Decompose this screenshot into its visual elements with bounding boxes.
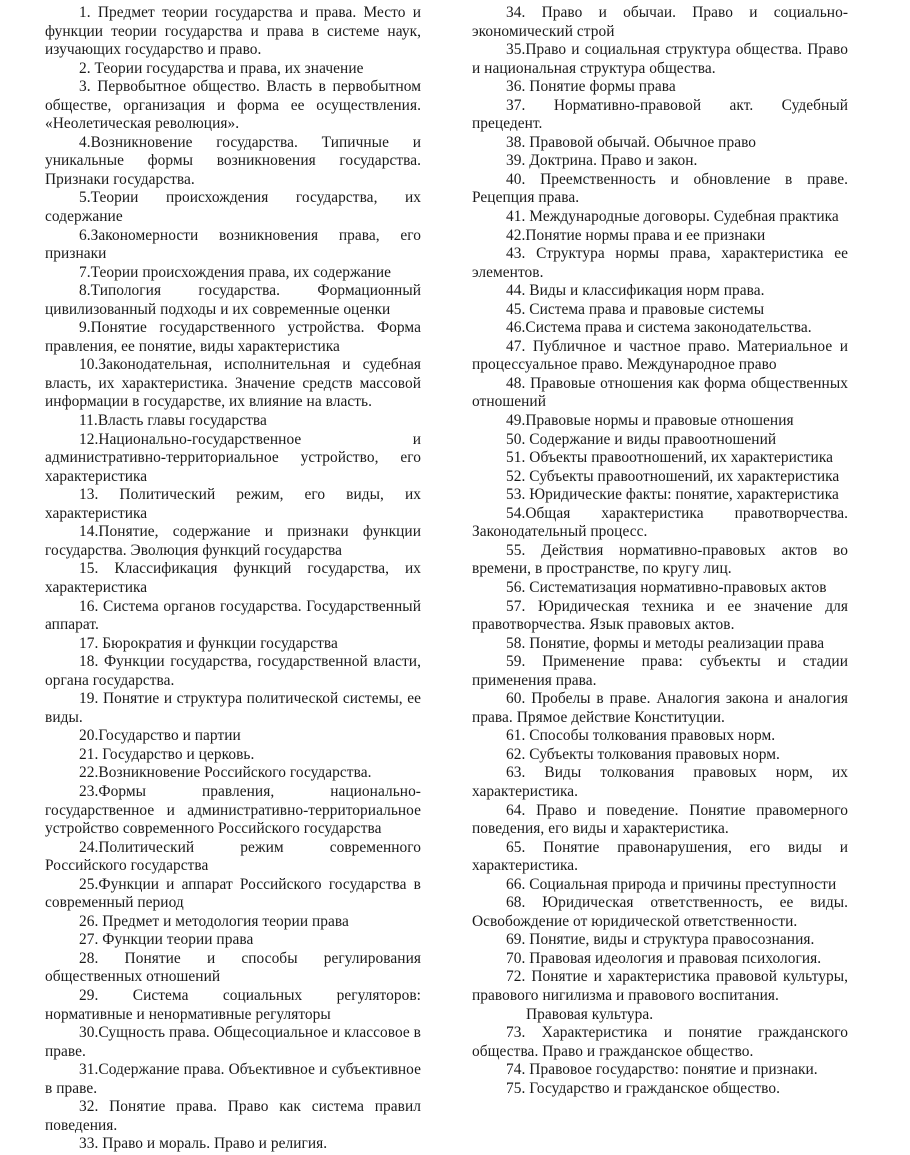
- exam-question-item: 59. Применение права: субъекты и стадии применения права.: [472, 653, 848, 689]
- exam-question-item: 23.Формы правления, национально-государственное и административно-территориальное устройство современного Российского государства: [45, 782, 421, 838]
- exam-question-item: 45. Система права и правовые системы: [506, 300, 765, 318]
- exam-question-item: 30.Сущность права. Общесоциальное и классовое в праве.: [45, 1024, 422, 1060]
- exam-question-item: 8.Типология государства. Формационный цивилизованный подходы и их современные оценки: [45, 282, 421, 318]
- exam-question-item: 5.Теории происхождения государства, их содержание: [45, 189, 421, 226]
- exam-question-item: 16. Система органов государства. Государственный аппарат.: [45, 597, 421, 634]
- exam-question-item: 74. Правовое государство: понятие и признаки.: [506, 1061, 818, 1079]
- exam-question-item: 64. Право и поведение. Понятие правомерного поведения, его виды и характеристика.: [472, 801, 848, 838]
- exam-question-item: 44. Виды и классификация норм права.: [506, 282, 765, 300]
- exam-question-item: 1. Предмет теории государства и права. Место и функции теории государства и права в системе наук, изучающих государство и право.: [45, 4, 421, 59]
- exam-question-item: 32. Понятие права. Право как система правил поведения.: [45, 1098, 421, 1134]
- exam-question-item: 43. Структура нормы права, характеристика ее элементов.: [472, 245, 848, 281]
- exam-question-item: 35.Право и социальная структура общества. Право и национальная структура общества.: [472, 41, 848, 77]
- exam-question-item: 50. Содержание и виды правоотношений: [506, 430, 777, 448]
- exam-question-item: 57. Юридическая техника и ее значение для правотворчества. Язык правовых актов.: [472, 597, 848, 634]
- exam-question-item: 7.Теории происхождения права, их содержание: [79, 263, 391, 281]
- exam-question-item: 4.Возникновение государства. Типичные и уникальные формы возникновения государства. Признаки государства.: [45, 133, 421, 188]
- exam-question-item: 14.Понятие, содержание и признаки функции государства. Эволюция функций государства: [45, 523, 421, 559]
- exam-question-item: 40. Преемственность и обновление в праве. Рецепция права.: [472, 170, 848, 207]
- exam-question-item: 56. Систематизация нормативно-правовых актов: [506, 578, 827, 596]
- exam-question-item: 68. Юридическая ответственность, ее виды. Освобождение от юридической ответственности.: [472, 894, 848, 930]
- exam-question-item: 48. Правовые отношения как форма общественных отношений: [472, 374, 848, 411]
- exam-question-item: 9.Понятие государственного устройства. Форма правления, ее понятие, виды характеристика: [45, 319, 421, 355]
- exam-question-item: 62. Субъекты толкования правовых норм.: [506, 745, 780, 763]
- exam-question-item: 65. Понятие правонарушения, его виды и характеристика.: [472, 838, 848, 875]
- exam-question-item: 19. Понятие и структура политической системы, ее виды.: [45, 690, 421, 726]
- exam-question-item: 18. Функции государства, государственной власти, органа государства.: [45, 653, 421, 689]
- exam-question-item: 53. Юридические факты: понятие, характеристика: [506, 486, 839, 504]
- exam-question-item: 51. Объекты правоотношений, их характеристика: [506, 449, 833, 467]
- exam-question-item: 11.Власть главы государства: [79, 412, 267, 430]
- exam-question-item: 60. Пробелы в праве. Аналогия закона и аналогия права. Прямое действие Конституции.: [472, 690, 848, 726]
- exam-question-item: 75. Государство и гражданское общество.: [506, 1079, 781, 1097]
- exam-question-item: 31.Содержание права. Объективное и субъективное в праве.: [45, 1061, 421, 1097]
- exam-question-item: 15. Классификация функций государства, их характеристика: [45, 560, 421, 596]
- exam-question-item: 69. Понятие, виды и структура правосознания.: [506, 931, 815, 949]
- exam-question-item: 73. Характеристика и понятие гражданского общества. Право и гражданское общество.: [472, 1024, 848, 1060]
- exam-question-item: 13. Политический режим, его виды, их характеристика: [45, 486, 421, 522]
- exam-question-item: 34. Право и обычаи. Право и социально-экономический строй: [472, 4, 848, 40]
- exam-question-item: 20.Государство и партии: [79, 727, 241, 745]
- exam-question-item: 49.Правовые нормы и правовые отношения: [506, 412, 794, 430]
- exam-question-item: 29. Система социальных регуляторов: нормативные и ненормативные регуляторы: [45, 986, 421, 1023]
- exam-question-item: 3. Первобытное общество. Власть в первобытном обществе, организация и форма ее осуществления. «Неолетическая революция».: [45, 78, 421, 133]
- exam-question-item: 52. Субъекты правоотношений, их характеристика: [506, 467, 840, 485]
- exam-question-item: 17. Бюрократия и функции государства: [79, 634, 338, 652]
- exam-question-item: 47. Публичное и частное право. Материальное и процессуальное право. Международное право: [472, 337, 848, 374]
- exam-question-item: 10.Законодательная, исполнительная и судебная власть, их характеристика. Значение средств массовой информации в государстве, их влияние на власть.: [45, 356, 421, 411]
- exam-question-item: 36. Понятие формы права: [506, 78, 676, 96]
- exam-question-item: 55. Действия нормативно-правовых актов во времени, в пространстве, по кругу лиц.: [472, 541, 848, 578]
- left-column: [45, 4, 421, 1154]
- right-column: [472, 4, 848, 1098]
- exam-question-item: 39. Доктрина. Право и закон.: [506, 152, 698, 170]
- exam-question-item: 66. Социальная природа и причины преступности: [506, 875, 837, 893]
- exam-question-item: 12.Национально-государственное и административно-территориальное устройство, его характеристика: [45, 430, 421, 485]
- exam-question-item: 27. Функции теории права: [79, 931, 254, 949]
- exam-question-item: 54.Общая характеристика правотворчества. Законодательный процесс.: [472, 504, 848, 541]
- exam-question-item: 46.Система права и система законодательства.: [506, 319, 812, 337]
- exam-question-item: 58. Понятие, формы и методы реализации права: [506, 634, 825, 652]
- exam-question-item: 25.Функции и аппарат Российского государства в современный период: [45, 875, 421, 912]
- exam-question-item: 21. Государство и церковь.: [79, 745, 255, 763]
- exam-question-item: 42.Понятие нормы права и ее признаки: [506, 226, 766, 244]
- exam-question-item: Правовая культура.: [526, 1005, 654, 1023]
- exam-question-item: 22.Возникновение Российского государства.: [79, 764, 372, 782]
- exam-question-item: 28. Понятие и способы регулирования общественных отношений: [45, 949, 421, 986]
- exam-question-item: 38. Правовой обычай. Обычное право: [506, 133, 757, 151]
- exam-question-item: 72. Понятие и характеристика правовой культуры, правового нигилизма и правового воспитания.: [472, 968, 848, 1004]
- exam-question-item: 2. Теории государства и права, их значение: [79, 59, 364, 77]
- exam-question-item: 41. Международные договоры. Судебная практика: [506, 208, 839, 226]
- exam-question-item: 33. Право и мораль. Право и религия.: [79, 1135, 328, 1153]
- exam-question-item: 6.Закономерности возникновения права, его признаки: [45, 226, 421, 263]
- exam-question-item: 37. Нормативно-правовой акт. Судебный прецедент.: [472, 96, 848, 133]
- exam-question-item: 26. Предмет и методология теории права: [79, 912, 349, 930]
- exam-question-item: 63. Виды толкования правовых норм, их характеристика.: [472, 764, 848, 800]
- exam-question-item: 61. Способы толкования правовых норм.: [506, 727, 776, 745]
- exam-question-item: 24.Политический режим современного Российского государства: [45, 838, 421, 875]
- exam-question-item: 70. Правовая идеология и правовая психология.: [506, 949, 822, 967]
